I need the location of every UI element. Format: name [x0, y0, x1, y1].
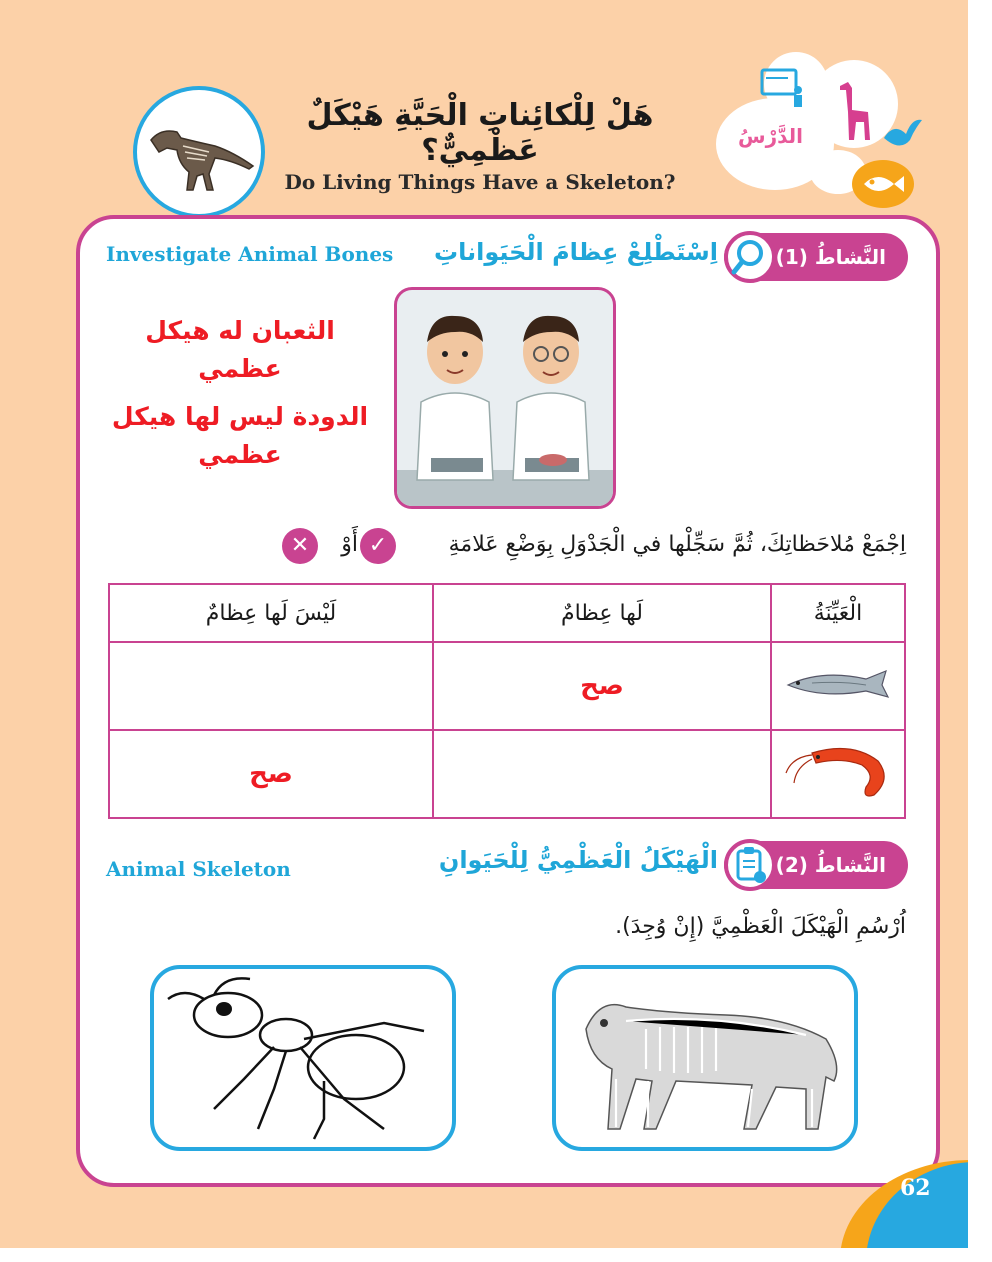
cat-skeleton-drawing	[556, 969, 854, 1147]
activity-1-title-english: Investigate Animal Bones	[106, 242, 394, 266]
cat-skeleton-frame	[552, 965, 858, 1151]
header-sample: الْعَيِّنَةُ	[771, 584, 905, 642]
table-header-row	[109, 584, 905, 642]
sample-shrimp-cell	[771, 730, 905, 818]
lesson-label: الدَّرْسُ	[738, 124, 804, 148]
magnifier-icon	[728, 235, 772, 279]
ant-drawing-frame	[150, 965, 456, 1151]
ant-drawing	[154, 969, 452, 1147]
activity-2-title-english: Animal Skeleton	[106, 857, 291, 881]
activity-2-title-arabic: الْهَيْكَلُ الْعَظْمِيُّ لِلْحَيَوانِ	[438, 846, 718, 874]
observation-table	[108, 583, 906, 819]
students-dissecting-illustration	[394, 287, 616, 509]
students-illustration	[397, 290, 613, 506]
header-no-bones: لَيْسَ لَها عِظامٌ	[109, 584, 433, 642]
shrimp-no-bones-cell: صح	[109, 730, 433, 818]
activity-1-title-arabic: اِسْتَطْلِعْ عِظامَ الْحَيَواناتِ	[433, 238, 718, 266]
note-line-2: عظمي	[198, 354, 282, 383]
dinosaur-skeleton-badge	[133, 86, 265, 218]
fish-no-bones-cell	[109, 642, 433, 730]
teacher-board-icon	[758, 66, 806, 108]
activity-1-icon-badge	[724, 231, 776, 283]
note-line-4: عظمي	[198, 440, 282, 469]
or-word: أَوْ	[341, 532, 358, 557]
handwritten-note	[110, 312, 370, 474]
cross-mark-icon: ✕	[282, 528, 318, 564]
page-number: 62	[900, 1175, 931, 1201]
header-has-bones: لَها عِظامٌ	[433, 584, 771, 642]
table-row	[109, 642, 905, 730]
lesson-title-english: Do Living Things Have a Skeleton?	[284, 170, 676, 194]
giraffe-icon	[832, 76, 876, 142]
sample-fish-cell	[771, 642, 905, 730]
note-line-3: الدودة ليس لها هيكل	[111, 402, 369, 431]
dinosaur-skeleton-icon	[137, 90, 261, 214]
fish-has-bones-cell: صح	[433, 642, 771, 730]
note-line-1: الثعبان له هيكل	[145, 316, 335, 345]
check-mark-icon: ✓	[360, 528, 396, 564]
fish-sample-icon	[782, 663, 894, 703]
bird-icon	[880, 112, 924, 156]
instruction-text: اِجْمَعْ مُلاحَظاتِكَ، ثُمَّ سَجِّلْها في الْجَدْوَلِ بِوَضْعِ عَلامَةِ	[448, 532, 906, 557]
draw-instruction: اُرْسُمِ الْهَيْكَلَ الْعَظْمِيَّ (إِنْ وُجِدَ).	[615, 914, 906, 939]
activity-1-label: النَّشاطُ (1)	[724, 233, 908, 281]
shrimp-has-bones-cell	[433, 730, 771, 818]
clipboard-icon	[728, 843, 772, 887]
activity-2-label: النَّشاطُ (2)	[724, 841, 908, 889]
activity-2-icon-badge	[724, 839, 776, 891]
fish-icon	[852, 160, 914, 208]
fish-badge	[852, 160, 914, 208]
lesson-title-arabic: هَلْ لِلْكائِناتِ الْحَيَّةِ هَيْكَلٌ عَظْمِيٌّ؟	[306, 98, 654, 168]
table-row	[109, 730, 905, 818]
shrimp-sample-icon	[782, 739, 894, 803]
